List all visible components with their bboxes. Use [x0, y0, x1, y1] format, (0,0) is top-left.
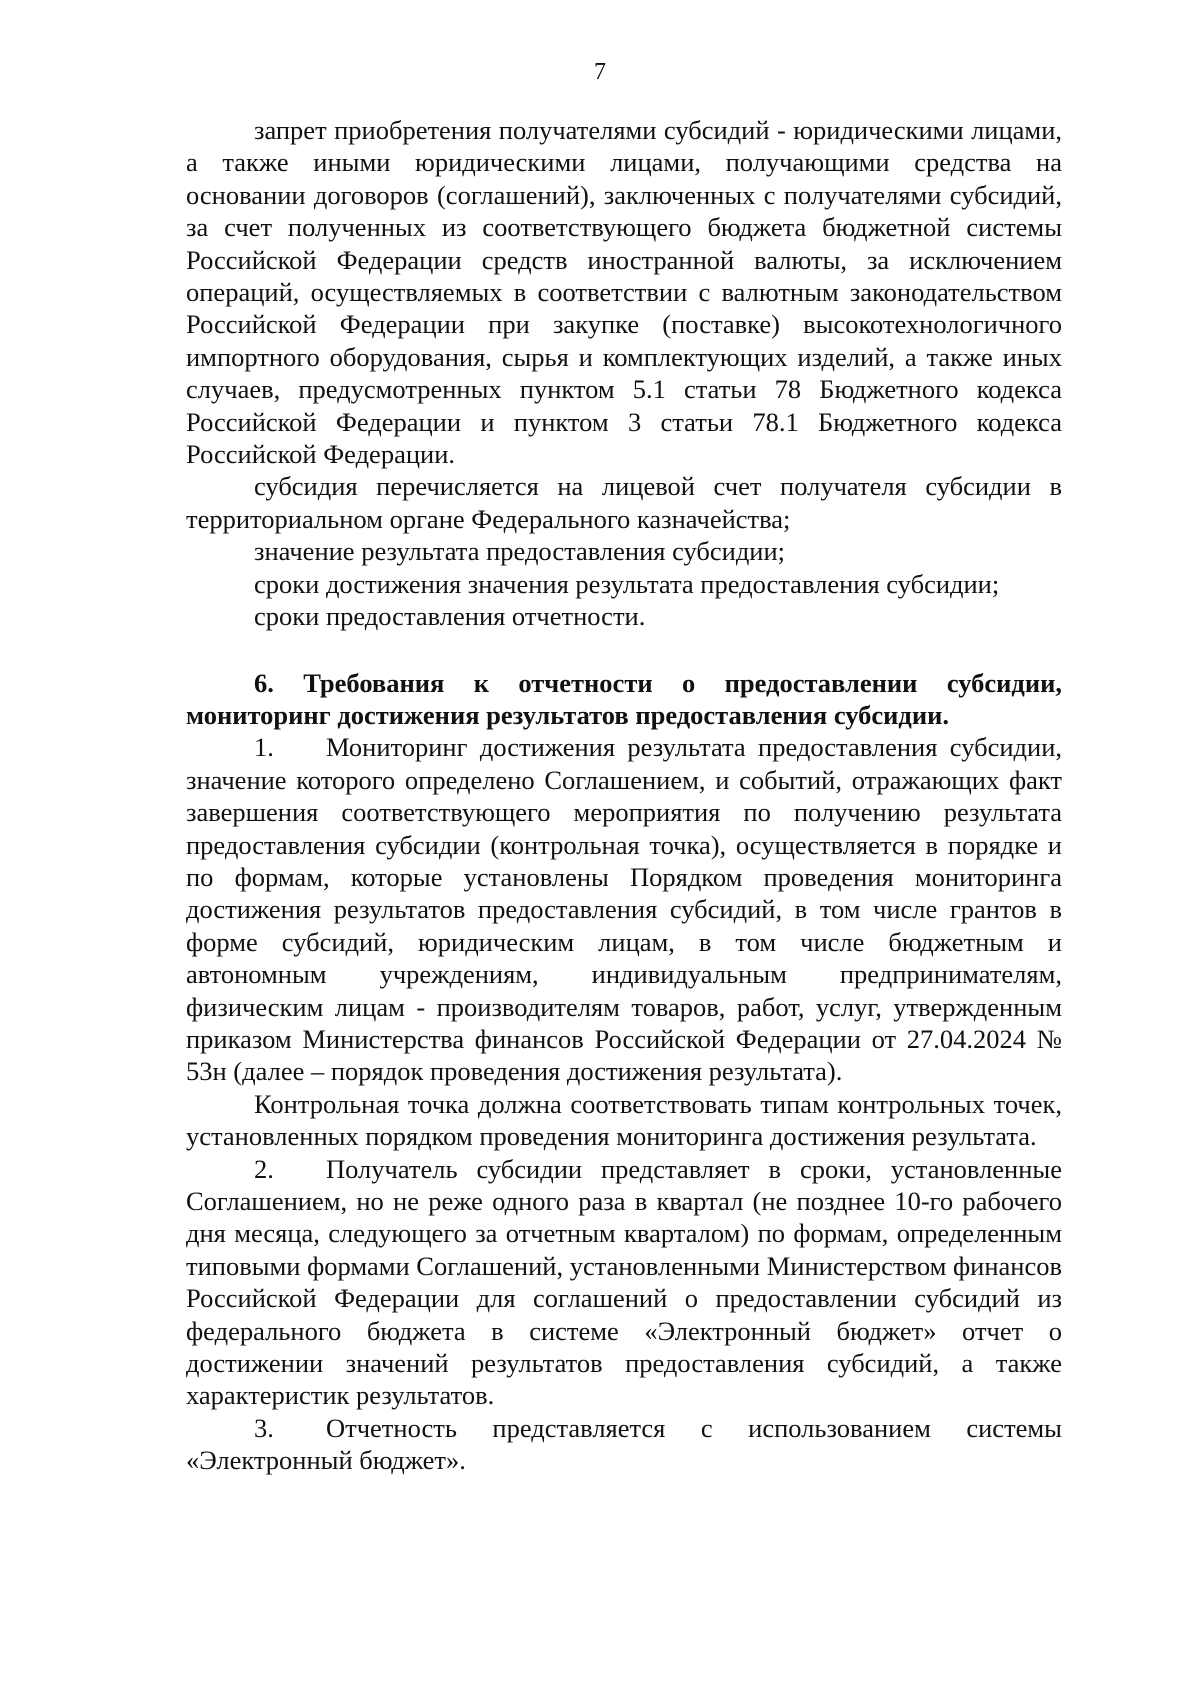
- paragraph-result-value: значение результата предоставления субсидии;: [254, 536, 786, 567]
- section-heading: 6. Требования к отчетности о предоставлении субсидии, мониторинг достижения результатов предоставления субсидии.: [186, 667, 1062, 730]
- item-3-number: 3.: [254, 1412, 274, 1443]
- paragraph-reporting-deadlines: сроки предоставления отчетности.: [254, 601, 646, 632]
- item-1-text: Мониторинг достижения результата предоставления субсидии, значение которого определено Соглашением, и событий, отражающих факт завершения соответствующего мероприятия по получению результата предоставления субсидии (контрольная точка), осуществляется в порядке и по формам, которые установлены Порядком проведения мониторинга достижения результатов предоставления субсидий, в том числе грантов в форме субсидий, юридическим лицам, в том числе бюджетным и автономным учреждениям, индивидуальным предпринимателям, физическим лицам - производителям товаров, работ, услуг, утвержденным приказом Министерства финансов Российской Федерации от 27.04.2024 № 53н (далее – порядок проведения достижения результата).: [186, 732, 1062, 1087]
- paragraph-subsidy-transfer: субсидия перечисляется на лицевой счет получателя субсидии в территориальном органе Федерального казначейства;: [186, 471, 1062, 534]
- item-1: [186, 731, 1062, 1087]
- document-body: [186, 114, 1062, 1477]
- paragraph-control-point: Контрольная точка должна соответствовать типам контрольных точек, установленных порядком проведения мониторинга достижения результата.: [186, 1088, 1062, 1152]
- item-2-number: 2.: [254, 1153, 274, 1184]
- item-2-text: Получатель субсидии представляет в сроки, установленные Соглашением, но не реже одного раза в квартал (не позднее 10-го рабочего дня месяца, следующего за отчетным кварталом) по формам, определенным типовыми формами Соглашений, установленными Министерством финансов Российской Федерации для соглашений о предоставлении субсидий из федерального бюджета в системе «Электронный бюджет» отчет о достижении значений результатов предоставления субсидий, а также характеристик результатов.: [186, 1153, 1062, 1411]
- item-3-text: Отчетность представляется с использованием системы «Электронный бюджет».: [186, 1412, 1062, 1476]
- paragraph-result-deadlines: сроки достижения значения результата предоставления субсидии;: [254, 568, 1000, 599]
- item-2: [186, 1153, 1062, 1412]
- item-1-number: 1.: [254, 732, 274, 763]
- item-3: [186, 1412, 1062, 1477]
- page-number: 7: [594, 59, 606, 85]
- paragraph-currency-ban: запрет приобретения получателями субсидий - юридическими лицами, а также иными юридическими лицами, получающими средства на основании договоров (соглашений), заключенных с получателями субсидий, за счет полученных из соответствующего бюджета бюджетной системы Российской Федерации средств иностранной валюты, за исключением операций, осуществляемых в соответствии с валютным законодательством Российской Федерации при закупке (поставке) высокотехнологичного импортного оборудования, сырья и комплектующих изделий, а также иных случаев, предусмотренных пунктом 5.1 статьи 78 Бюджетного кодекса Российской Федерации и пунктом 3 статьи 78.1 Бюджетного кодекса Российской Федерации.: [186, 115, 1062, 470]
